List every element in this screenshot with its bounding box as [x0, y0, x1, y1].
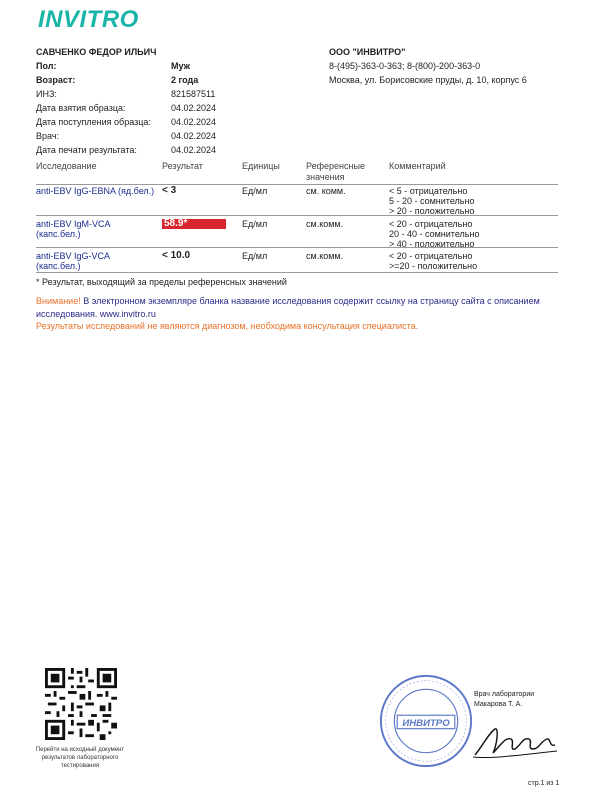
table-row [36, 248, 558, 273]
field-value: 04.02.2024 [171, 131, 217, 141]
field-label: Дата поступления образца: [36, 117, 151, 127]
reference: см.комм. [306, 219, 344, 229]
field-value: 04.02.2024 [171, 145, 217, 155]
patient-field [36, 129, 216, 143]
stamp-text: ИНВИТРО [402, 717, 450, 729]
field-label: Возраст: [36, 75, 76, 85]
signature-icon [471, 715, 561, 765]
col-result: Результат [162, 161, 203, 171]
patient-info [36, 45, 216, 157]
comment-line: 5 - 20 - сомнительно [389, 196, 475, 206]
units: Ед/мл [242, 219, 268, 229]
col-ref-line2: значения [306, 172, 345, 182]
doctor-name: Макарова Т. А. [474, 701, 523, 708]
table-row [36, 216, 558, 248]
warning-prefix: Внимание! [36, 296, 81, 306]
reference: см.комм. [306, 251, 344, 261]
units: Ед/мл [242, 251, 268, 261]
disclaimer: Результаты исследований не являются диагнозом, необходима консультация специалиста. [36, 321, 419, 331]
footnote: * Результат, выходящий за пределы референсных значений [36, 277, 287, 287]
field-value: 821587511 [171, 89, 216, 99]
col-comment: Комментарий [389, 161, 446, 171]
field-value: 04.02.2024 [171, 103, 217, 113]
page-number: стр.1 из 1 [528, 780, 560, 787]
result-value: < 3 [162, 185, 177, 196]
reference: см. комм. [306, 186, 346, 196]
lab-address: Москва, ул. Борисовские пруды, д. 10, корпус 6 [329, 75, 527, 85]
lab-name: ООО "ИНВИТРО" [329, 47, 406, 57]
field-value: Муж [171, 61, 190, 71]
field-label: Дата взятия образца: [36, 103, 126, 113]
test-name-link[interactable]: anti-EBV IgM-VCA [36, 219, 111, 229]
comment-line: 20 - 40 - сомнительно [389, 229, 480, 239]
result-value: < 10.0 [162, 250, 191, 261]
lab-phones: 8-(495)-363-0-363; 8-(800)-200-363-0 [329, 61, 481, 71]
field-label: Дата печати результата: [36, 145, 137, 155]
qr-caption: Перейти на исходный документ результатов лабораторного тестирования [35, 747, 125, 769]
field-value: 04.02.2024 [171, 117, 217, 127]
field-label: ИНЗ: [36, 89, 57, 99]
doctor-title: Врач лаборатории [474, 691, 535, 698]
patient-field [36, 87, 216, 101]
test-name-link[interactable]: anti-EBV IgG-EBNA (яд.бел.) [36, 186, 155, 196]
units: Ед/мл [242, 186, 268, 196]
lab-info [329, 45, 527, 87]
results-table-header [36, 160, 558, 185]
test-name-link[interactable]: anti-EBV IgG-VCA [36, 251, 111, 261]
comment-line: > 40 - положительно [389, 239, 475, 249]
col-ref-line1: Референсные [306, 161, 365, 171]
field-value: 2 года [171, 75, 199, 85]
invitro-logo: INVITRO [38, 6, 139, 33]
report-page [8, 0, 592, 801]
field-label: Врач: [36, 131, 60, 141]
qr-code-icon[interactable] [45, 668, 117, 740]
comment-line: < 5 - отрицательно [389, 186, 468, 196]
warning-text: В электронном экземпляре бланка название исследования содержит ссылку на страницу сайта с описанием исследования. www.invitro.ru [36, 296, 540, 319]
doctor-signature-block [474, 690, 534, 710]
lab-stamp-icon [378, 673, 474, 769]
result-value-flagged: 58.9* [162, 219, 226, 229]
table-row [36, 184, 558, 216]
test-name-link-cont[interactable]: (капс.бел.) [36, 261, 81, 271]
patient-field [36, 59, 216, 73]
test-name-link-cont[interactable]: (капс.бел.) [36, 229, 81, 239]
comment-line: < 20 - отрицательно [389, 219, 473, 229]
col-units: Единицы [242, 161, 280, 171]
patient-field [36, 143, 216, 157]
comment-line: > 20 - положительно [389, 206, 475, 216]
patient-field [36, 73, 216, 87]
comment-line: < 20 - отрицательно [389, 251, 473, 261]
warning-note [36, 295, 576, 321]
patient-field [36, 101, 216, 115]
patient-name: САВЧЕНКО ФЕДОР ИЛЬИЧ [36, 47, 157, 57]
patient-field [36, 115, 216, 129]
field-label: Пол: [36, 61, 57, 71]
comment-line: >=20 - положительно [389, 261, 478, 271]
col-ref [306, 161, 365, 183]
col-test: Исследование [36, 161, 97, 171]
